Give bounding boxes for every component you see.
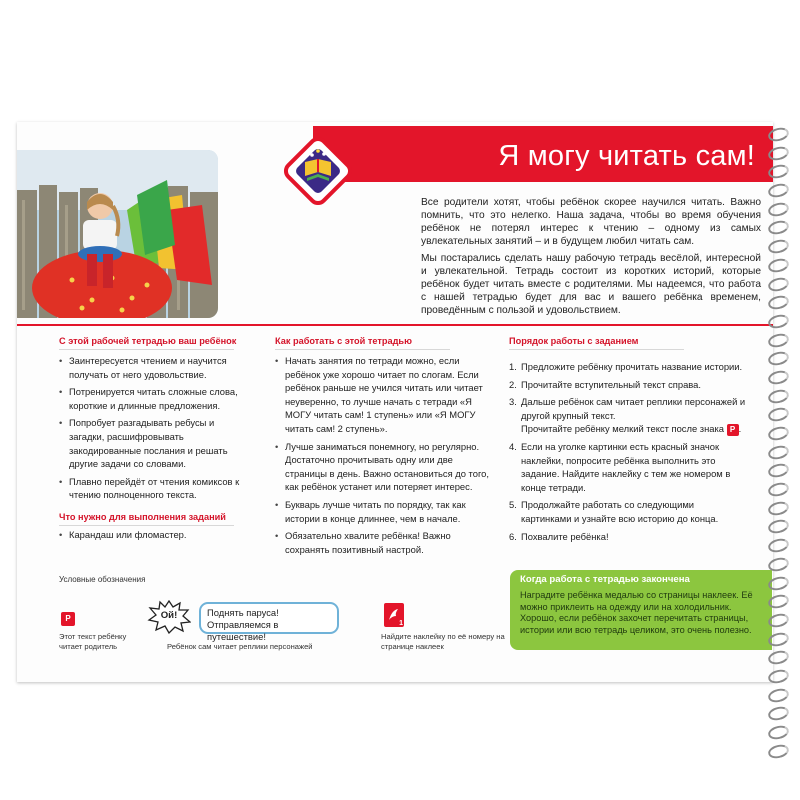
legend-sticker-text: Найдите наклейку по её номеру на странице наклеек	[381, 632, 505, 651]
col1-heading2: Что нужно для выполнения заданий	[59, 512, 234, 526]
title-banner	[313, 126, 773, 182]
list-item: • Букварь лучше читать по порядку, так как истории в конце длиннее, чем в начале.	[275, 498, 491, 525]
intro-paragraph: Мы постарались сделать нашу рабочую тетрадь весёлой, интересной и увлекательной. Тетрадь состоит из коротких историй, которые ребёнок будет читать вместе с родителями. Мы надеемся, что работа с нашей тетрадью будет для вас и вашего ребёнка временем, проведённым с пользой и удовольствием.	[421, 253, 761, 316]
col2-heading: Как работать с этой тетрадью	[275, 336, 450, 350]
sticker-icon	[383, 602, 405, 628]
finish-box	[510, 570, 772, 650]
legend-parent-text: Этот текст ребёнку читает родитель	[59, 632, 127, 651]
intro-text	[421, 196, 761, 321]
girl-photo	[17, 150, 218, 318]
finish-text	[520, 590, 764, 636]
legend-title: Условные обозначения	[59, 575, 146, 584]
list-item: • Обязательно хвалите ребёнка! Важно сохранять позитивный настрой.	[275, 529, 491, 556]
list-item: • Заинтересуется чтением и научится получать от него удовольствие.	[59, 354, 245, 381]
col1-list	[59, 354, 245, 506]
parent-read-badge: Р	[727, 424, 739, 436]
list-item: • Попробует разгадывать ребусы и загадки, расшифровывать закодированные послания и решать другие задачи со словами.	[59, 416, 245, 470]
legend-child-text: Ребёнок сам читает реплики персонажей	[167, 642, 313, 651]
page-title: Я могу читать сам!	[498, 140, 755, 172]
finish-line: Хорошо, если ребёнок захочет перечитать страницы, истории или всю тетрадь целиком, это очень полезно.	[520, 613, 752, 635]
list-item: • Начать занятия по тетради можно, если ребёнок уже хорошо читает по слогам. Если ребёнок раньше не учился читать или читает неуверенно, то лучше начать с тетради «Я МОГУ читать сам! 1 ступень» или «Я МОГУ читать сам! 2 ступень».	[275, 354, 491, 436]
list-item: • Карандаш или фломастер.	[59, 528, 245, 542]
list-item: 2. Прочитайте вступительный текст справа.	[509, 378, 701, 390]
list-item: • Лучше заниматься понемногу, но регулярно. Достаточно прочитывать одну или две страницы в день. Важно остановиться до того, как ребёнок устанет или потеряет интерес.	[275, 440, 491, 494]
oi-burst-icon	[147, 600, 191, 634]
finish-line: Наградите ребёнка медалью со страницы наклеек. Её можно приклеить на одежду или на холодильник.	[520, 590, 753, 612]
col1-heading: С этой рабочей тетрадью ваш ребёнок	[59, 336, 236, 350]
list-item: • Плавно перейдёт от чтения комиксов к чтению полноценного текста.	[59, 475, 245, 502]
col2-list	[275, 354, 491, 560]
intro-paragraph: Все родители хотят, чтобы ребёнок скорее научился читать. Важно помнить, что это нелегко. Наша задача, чтобы во время обучения ребёнок не потерял интерес к чтению – одному из самых увлекательных занятий – и в будущем любил читать сам.	[421, 197, 761, 247]
list-item: 1. Предложите ребёнку прочитать название истории.	[509, 361, 743, 372]
speech-bubble: Поднять паруса! Отправляемся в путешествие!	[199, 602, 339, 634]
spiral-binding	[764, 128, 788, 668]
sticker-number: 1	[399, 620, 403, 627]
series-logo	[279, 132, 357, 210]
finish-heading: Когда работа с тетрадью закончена	[520, 574, 690, 585]
col1-list2	[59, 528, 245, 546]
list-item: • Потренируется читать сложные слова, короткие и длинные предложения.	[59, 385, 245, 412]
list-item: 5. Продолжайте работать со следующими картинками и узнайте всю историю до конца.	[509, 499, 719, 524]
list-item: 4. Если на уголке картинки есть красный значок наклейки, попросите ребёнка выполнить это задание. Найдите наклейку с тем же номером в конце тетради.	[509, 440, 731, 493]
list-item: 6. Похвалите ребёнка!	[509, 530, 609, 542]
oi-label: Ой!	[160, 610, 178, 621]
section-divider	[17, 324, 773, 326]
col3-heading: Порядок работы с заданием	[509, 336, 684, 350]
col3-list	[509, 360, 747, 547]
workbook-page	[17, 122, 773, 682]
list-item: 3. Дальше ребёнок сам читает реплики персонажей и другой крупный текст. Прочитайте ребёнку мелкий текст после знака Р .	[509, 396, 746, 435]
parent-read-icon: Р	[61, 612, 75, 626]
